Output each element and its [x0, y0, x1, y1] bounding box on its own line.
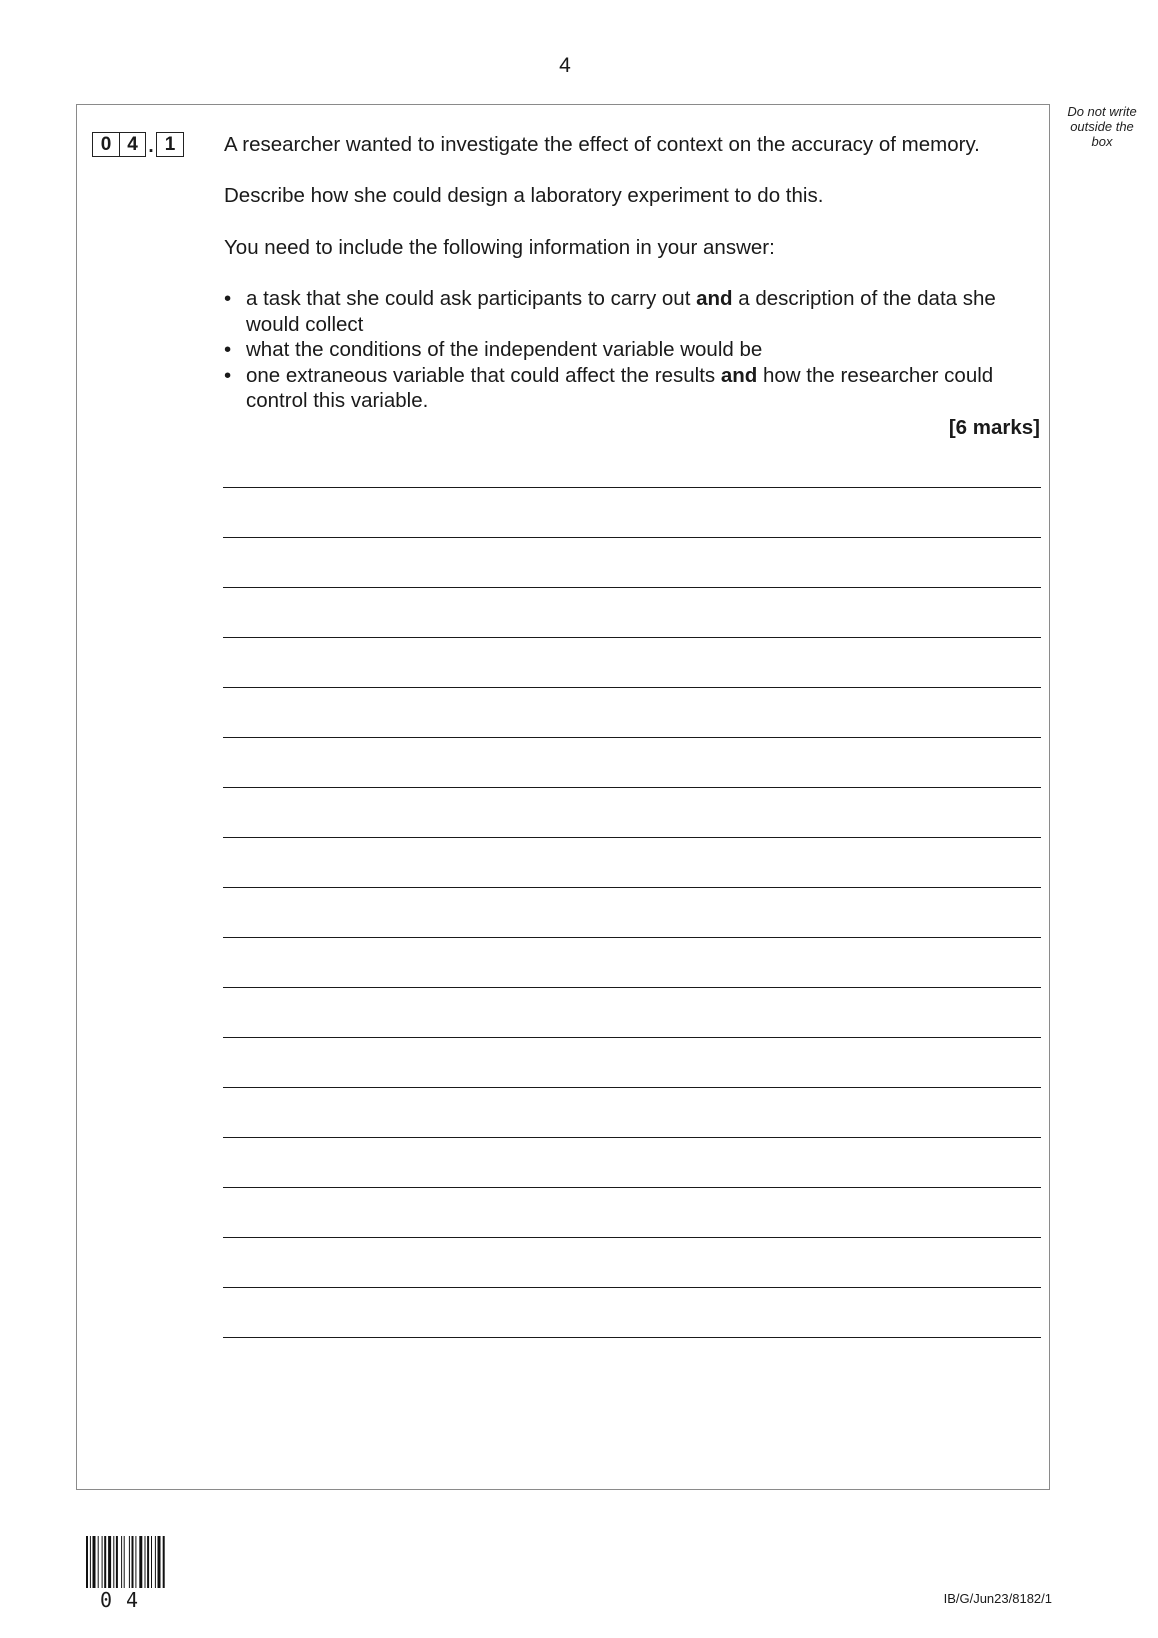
- answer-line[interactable]: [223, 1037, 1041, 1038]
- requirement-text: one extraneous variable that could affect the results: [246, 363, 721, 387]
- requirement-item: • one extraneous variable that could affect the results and how the researcher could control this variable.: [224, 363, 994, 412]
- answer-line[interactable]: [223, 487, 1041, 488]
- margin-note-line: outside the: [1070, 119, 1134, 134]
- answer-line[interactable]: [223, 1137, 1041, 1138]
- sub-question-box: [156, 132, 184, 157]
- requirement-item: • a task that she could ask participants to carry out and a description of the data she would collect: [224, 287, 996, 336]
- question-stem: A researcher wanted to investigate the effect of context on the accuracy of memory.: [224, 133, 980, 156]
- answer-line[interactable]: [223, 537, 1041, 538]
- answer-line[interactable]: [223, 787, 1041, 788]
- question-digit: 4: [119, 133, 145, 156]
- barcode: [86, 1536, 192, 1588]
- answer-line[interactable]: [223, 687, 1041, 688]
- requirement-emphasis: and: [720, 363, 758, 387]
- barcode-number: 04: [100, 1588, 153, 1612]
- answer-line[interactable]: [223, 737, 1041, 738]
- answer-line[interactable]: [223, 637, 1041, 638]
- question-instruction: Describe how she could design a laboratory experiment to do this.: [224, 184, 824, 207]
- sub-question-digit: 1: [164, 133, 176, 155]
- answer-line[interactable]: [223, 1087, 1041, 1088]
- answer-line[interactable]: [223, 1237, 1041, 1238]
- requirement-item: • what the conditions of the independent variable would be: [224, 338, 763, 361]
- answer-line[interactable]: [223, 1187, 1041, 1188]
- answer-line[interactable]: [223, 937, 1041, 938]
- question-lead-in: You need to include the following information in your answer:: [224, 236, 775, 259]
- page-number: 4: [559, 54, 571, 77]
- answer-line[interactable]: [223, 837, 1041, 838]
- answer-line[interactable]: [223, 1287, 1041, 1288]
- requirements-list: [224, 286, 1044, 414]
- margin-note-line: box: [1091, 134, 1113, 149]
- question-number: [92, 132, 184, 157]
- requirement-text: how the researcher could control this variable.: [246, 363, 994, 412]
- answer-line[interactable]: [223, 1337, 1041, 1338]
- question-number-box: [92, 132, 146, 157]
- requirement-emphasis: and: [696, 287, 733, 310]
- question-separator: .: [148, 136, 154, 157]
- question-digit: 0: [100, 133, 112, 155]
- requirement-text: what the conditions of the independent variable would be: [246, 338, 763, 361]
- requirement-text: a task that she could ask participants to carry out: [246, 287, 697, 310]
- answer-line[interactable]: [223, 987, 1041, 988]
- margin-note: [1062, 104, 1142, 149]
- answer-line[interactable]: [223, 587, 1041, 588]
- answer-line[interactable]: [223, 887, 1041, 888]
- requirement-text: a description of the data she would collect: [246, 287, 996, 336]
- marks-label: [6 marks]: [948, 416, 1040, 439]
- footer-reference: IB/G/Jun23/8182/1: [943, 1591, 1052, 1606]
- margin-note-line: Do not write: [1067, 104, 1137, 119]
